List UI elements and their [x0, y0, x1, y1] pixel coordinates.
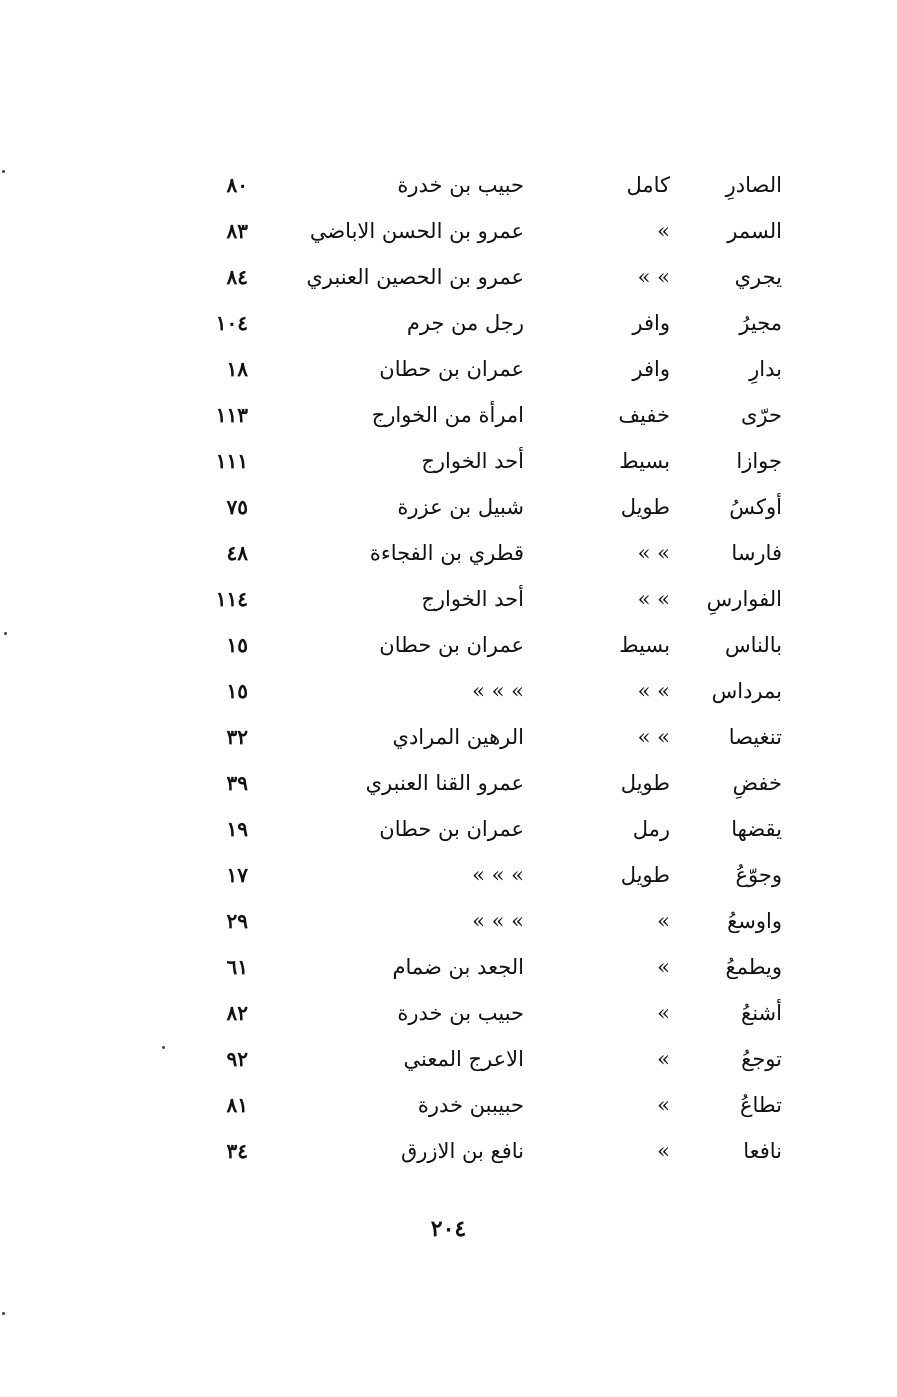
page-reference: ٨٠ [226, 173, 248, 197]
page-reference: ٨٣ [226, 219, 248, 243]
page-reference: ٢٩ [226, 909, 248, 933]
index-row [150, 530, 790, 576]
index-row [150, 208, 790, 254]
poet-name: حبيببن خدرة [417, 1093, 524, 1117]
poetic-meter: طويل [620, 771, 670, 795]
page-reference: ٣٤ [226, 1139, 248, 1163]
page-reference: ٨٤ [226, 265, 248, 289]
rhyme-word: وجوّعُ [735, 863, 782, 887]
page-number: ٢٠٤ [430, 1216, 467, 1242]
poet-name: رجل من جرم [406, 311, 524, 335]
scan-speck [162, 1046, 165, 1049]
page-reference: ١٥ [226, 679, 248, 703]
poetic-meter: خفيف [618, 403, 670, 427]
index-row [150, 576, 790, 622]
index-row [150, 300, 790, 346]
rhyme-word: مجيرُ [739, 311, 782, 335]
index-row [150, 806, 790, 852]
scan-speck [2, 1312, 5, 1315]
index-row [150, 944, 790, 990]
poet-name: شبيل بن عزرة [397, 495, 524, 519]
poet-name: » » » [472, 909, 524, 933]
poet-name: الجعد بن ضمام [392, 955, 524, 979]
poet-name: » » » [472, 679, 524, 703]
poetic-meter: طويل [620, 863, 670, 887]
poetic-meter: » [657, 1047, 670, 1071]
page-reference: ١١٤ [215, 587, 248, 611]
scan-speck [4, 632, 7, 635]
index-row [150, 622, 790, 668]
rhyme-word: خفضِ [732, 771, 782, 795]
rhyme-word: أشنعُ [741, 1001, 782, 1025]
poet-name: أحد الخوارج [421, 587, 524, 611]
rhyme-word: بدارِ [749, 357, 782, 381]
page-reference: ٨١ [226, 1093, 248, 1117]
poetic-meter: » [657, 1093, 670, 1117]
poetic-meter: بسيط [619, 633, 670, 657]
poet-name: » » » [472, 863, 524, 887]
poetic-meter: » [657, 1139, 670, 1163]
page-reference: ٣٩ [226, 771, 248, 795]
rhyme-word: تنغيصا [728, 725, 782, 749]
poet-name: الرهين المرادي [392, 725, 524, 749]
poetic-meter: بسيط [619, 449, 670, 473]
rhyme-word: حرّى [740, 403, 782, 427]
poetic-meter: طويل [620, 495, 670, 519]
page-reference: ٣٢ [226, 725, 248, 749]
rhyme-word: ويطمعُ [725, 955, 782, 979]
index-row [150, 1082, 790, 1128]
poetic-meter: » » [637, 725, 670, 749]
index-row [150, 392, 790, 438]
poetic-meter: » » [637, 587, 670, 611]
index-row [150, 438, 790, 484]
poet-name: عمرو القنا العنبري [365, 771, 524, 795]
page-reference: ١٩ [226, 817, 248, 841]
rhyme-word: بمرداس [711, 679, 782, 703]
poetic-meter: » [657, 1001, 670, 1025]
poetic-meter: » » [637, 265, 670, 289]
poetic-meter: » » [637, 679, 670, 703]
page-reference: ١١٣ [215, 403, 248, 427]
poetic-meter: » [657, 955, 670, 979]
index-row [150, 714, 790, 760]
poet-name: حبيب بن خدرة [397, 1001, 524, 1025]
poet-name: عمران بن حطان [379, 817, 524, 841]
poet-name: عمران بن حطان [379, 633, 524, 657]
poetic-meter: وافر [632, 311, 670, 335]
rhyme-word: يجري [734, 265, 782, 289]
rhyme-word: تطاعُ [740, 1093, 782, 1117]
page-reference: ٧٥ [226, 495, 248, 519]
poetic-meter: » [657, 219, 670, 243]
poetic-meter: وافر [632, 357, 670, 381]
index-row [150, 990, 790, 1036]
rhyme-word: السمر [727, 219, 782, 243]
rhyme-word: الفوارسِ [706, 587, 782, 611]
poet-name: نافع بن الازرق [400, 1139, 524, 1163]
rhyme-word: توجعُ [741, 1047, 782, 1071]
rhyme-word: فارسا [731, 541, 782, 565]
poetic-meter: » » [637, 541, 670, 565]
poet-name: حبيب بن خدرة [397, 173, 524, 197]
index-row [150, 346, 790, 392]
rhyme-word: جوازا [736, 449, 782, 473]
page-reference: ٨٢ [226, 1001, 248, 1025]
rhyme-word: الصادرِ [725, 173, 782, 197]
page-reference: ١٧ [226, 863, 248, 887]
poetic-meter: رمل [632, 817, 670, 841]
poet-name: عمرو بن الحسن الاباضي [309, 219, 524, 243]
rhyme-word: أوكسُ [729, 495, 782, 519]
rhyme-index-table [150, 162, 790, 1174]
page-reference: ٦١ [226, 955, 248, 979]
rhyme-word: بالناس [724, 633, 782, 657]
poet-name: الاعرج المعني [403, 1047, 524, 1071]
page-reference: ٩٢ [226, 1047, 248, 1071]
index-row [150, 760, 790, 806]
rhyme-word: يقضها [731, 817, 782, 841]
poet-name: عمران بن حطان [379, 357, 524, 381]
scan-speck [2, 170, 5, 173]
poet-name: أحد الخوارج [421, 449, 524, 473]
index-row [150, 898, 790, 944]
page-reference: ١٠٤ [215, 311, 248, 335]
index-row [150, 668, 790, 714]
index-row [150, 484, 790, 530]
page-reference: ١١١ [215, 449, 248, 473]
poet-name: قطري بن الفجاءة [369, 541, 524, 565]
index-row [150, 852, 790, 898]
poet-name: امرأة من الخوارج [371, 403, 524, 427]
rhyme-word: نافعا [743, 1139, 782, 1163]
index-row [150, 162, 790, 208]
poetic-meter: كامل [626, 173, 670, 197]
rhyme-word: واوسعُ [727, 909, 782, 933]
page-reference: ١٨ [226, 357, 248, 381]
poetic-meter: » [657, 909, 670, 933]
poet-name: عمرو بن الحصين العنبري [306, 265, 524, 289]
page-reference: ١٥ [226, 633, 248, 657]
page-reference: ٤٨ [226, 541, 248, 565]
index-row [150, 1128, 790, 1174]
index-row [150, 1036, 790, 1082]
index-row [150, 254, 790, 300]
